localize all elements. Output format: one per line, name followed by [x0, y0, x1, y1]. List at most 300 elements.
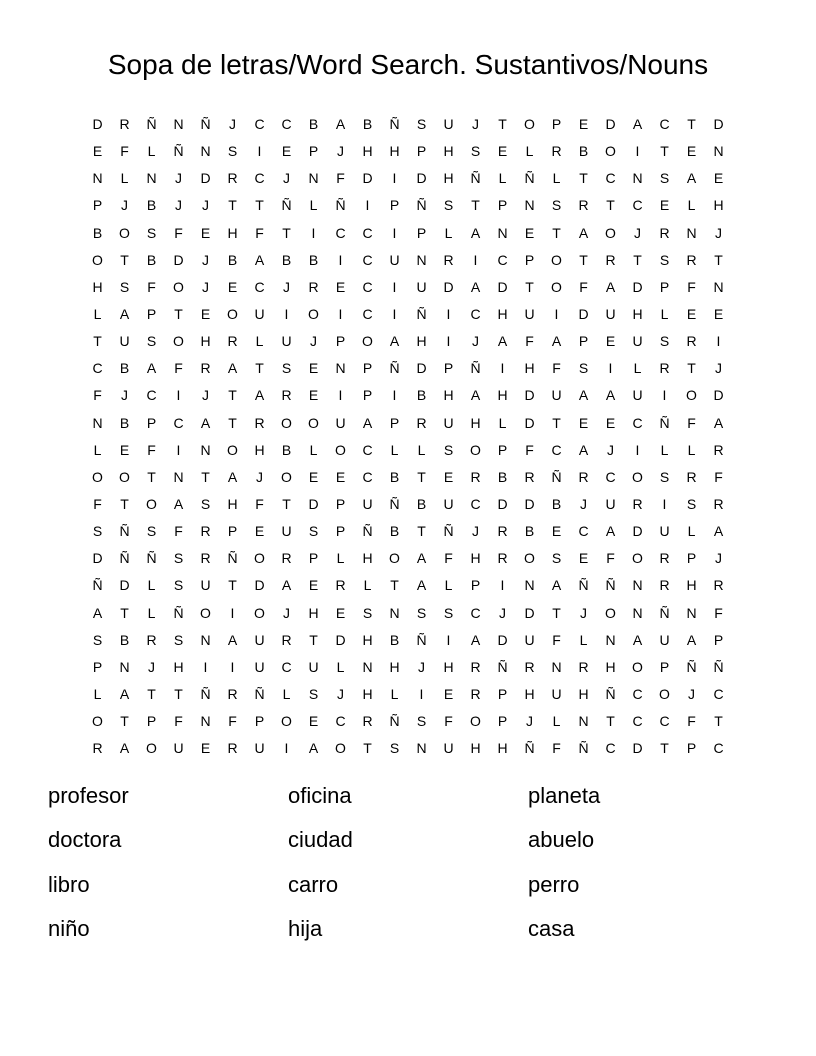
- grid-letter: U: [443, 495, 454, 512]
- grid-letter: Ñ: [659, 414, 670, 431]
- grid-letter: S: [92, 523, 103, 540]
- grid-letter: Ñ: [524, 740, 535, 757]
- grid-letter: C: [605, 170, 616, 187]
- grid-letter: S: [659, 170, 670, 187]
- grid-letter: D: [524, 387, 535, 404]
- grid-letter: C: [470, 604, 481, 621]
- grid-letter: J: [580, 495, 587, 512]
- grid-letter: O: [308, 414, 319, 431]
- grid-letter: D: [497, 278, 508, 295]
- grid-letter: E: [443, 468, 454, 485]
- grid-letter: R: [578, 197, 589, 214]
- grid-letter: S: [173, 550, 184, 567]
- grid-letter: J: [688, 685, 695, 702]
- grid-letter: Ñ: [173, 143, 184, 160]
- grid-letter: D: [578, 305, 589, 322]
- grid-letter: P: [443, 360, 454, 377]
- grid-letter: T: [579, 170, 588, 187]
- grid-letter: D: [632, 740, 643, 757]
- grid-letter: H: [254, 441, 265, 458]
- grid-letter: E: [335, 468, 346, 485]
- grid-letter: Ñ: [497, 658, 508, 675]
- grid-letter: J: [472, 523, 479, 540]
- grid-letter: Ñ: [227, 550, 238, 567]
- grid-letter: D: [632, 523, 643, 540]
- grid-letter: E: [308, 713, 319, 730]
- grid-letter: H: [362, 631, 373, 648]
- grid-letter: A: [227, 631, 238, 648]
- grid-letter: Ñ: [713, 658, 724, 675]
- grid-letter: T: [660, 740, 669, 757]
- grid-letter: L: [579, 631, 588, 648]
- grid-letter: Ñ: [416, 197, 427, 214]
- grid-letter: T: [228, 414, 237, 431]
- grid-letter: T: [228, 387, 237, 404]
- grid-letter: J: [499, 604, 506, 621]
- grid-letter: Ñ: [254, 685, 265, 702]
- grid-letter: E: [686, 143, 697, 160]
- grid-letter: F: [687, 278, 696, 295]
- grid-letter: R: [524, 658, 535, 675]
- grid-letter: T: [147, 468, 156, 485]
- grid-letter: A: [254, 387, 265, 404]
- grid-letter: S: [443, 441, 454, 458]
- grid-letter: F: [687, 414, 696, 431]
- grid-letter: L: [444, 577, 453, 594]
- grid-letter: I: [473, 251, 478, 268]
- grid-letter: R: [605, 251, 616, 268]
- grid-letter: D: [443, 278, 454, 295]
- grid-letter: O: [659, 685, 670, 702]
- grid-letter: D: [416, 170, 427, 187]
- grid-letter: A: [470, 278, 481, 295]
- grid-letter: E: [119, 441, 130, 458]
- grid-letter: I: [419, 685, 424, 702]
- grid-letter: S: [146, 224, 157, 241]
- grid-letter: S: [686, 495, 697, 512]
- grid-letter: P: [335, 495, 346, 512]
- grid-letter: H: [632, 305, 643, 322]
- grid-letter: T: [417, 468, 426, 485]
- grid-letter: T: [552, 224, 561, 241]
- grid-letter: E: [713, 305, 724, 322]
- grid-letter: P: [146, 713, 157, 730]
- grid-letter: U: [632, 387, 643, 404]
- grid-letter: U: [173, 740, 184, 757]
- grid-letter: B: [119, 360, 130, 377]
- grid-letter: A: [335, 116, 346, 132]
- grid-letter: P: [497, 197, 508, 214]
- grid-letter: P: [335, 333, 346, 350]
- grid-letter: C: [362, 305, 373, 322]
- grid-letter: S: [416, 116, 427, 132]
- grid-letter: A: [389, 333, 400, 350]
- grid-letter: A: [227, 468, 238, 485]
- grid-letter: L: [417, 441, 426, 458]
- grid-letter: L: [633, 360, 642, 377]
- grid-letter: R: [659, 224, 670, 241]
- grid-letter: E: [227, 278, 238, 295]
- grid-letter: O: [254, 550, 265, 567]
- grid-letter: J: [337, 685, 344, 702]
- grid-letter: L: [282, 685, 291, 702]
- grid-letter: U: [524, 631, 535, 648]
- grid-letter: D: [92, 550, 103, 567]
- grid-letter: E: [578, 414, 589, 431]
- grid-letter: C: [659, 116, 670, 132]
- grid-letter: F: [444, 713, 453, 730]
- word-list-item: libro: [48, 871, 90, 897]
- grid-letter: E: [497, 143, 508, 160]
- grid-letter: H: [308, 604, 319, 621]
- grid-letter: F: [552, 631, 561, 648]
- grid-letter: S: [551, 550, 562, 567]
- grid-letter: A: [308, 740, 319, 757]
- grid-letter: N: [524, 577, 535, 594]
- grid-letter: Ñ: [443, 523, 454, 540]
- grid-letter: T: [147, 685, 156, 702]
- grid-letter: B: [146, 251, 157, 268]
- grid-letter: P: [416, 143, 427, 160]
- grid-letter: P: [308, 143, 319, 160]
- grid-letter: J: [202, 197, 209, 214]
- grid-letter: T: [255, 197, 264, 214]
- grid-letter: N: [173, 468, 184, 485]
- grid-letter: L: [309, 441, 318, 458]
- grid-letter: T: [552, 604, 561, 621]
- grid-letter: R: [227, 170, 238, 187]
- grid-letter: L: [93, 441, 102, 458]
- grid-letter: I: [365, 197, 370, 214]
- grid-letter: R: [659, 577, 670, 594]
- grid-letter: T: [714, 251, 723, 268]
- grid-letter: J: [472, 333, 479, 350]
- grid-letter: H: [443, 658, 454, 675]
- grid-letter: J: [229, 116, 236, 132]
- grid-letter: J: [283, 170, 290, 187]
- grid-letter: S: [659, 333, 670, 350]
- grid-letter: D: [713, 116, 724, 132]
- grid-letter: H: [497, 305, 508, 322]
- grid-letter: Ñ: [551, 468, 562, 485]
- grid-letter: J: [715, 224, 722, 241]
- word-list-item: perro: [528, 871, 580, 897]
- grid-letter: J: [148, 658, 155, 675]
- word-list-item: ciudad: [288, 827, 353, 853]
- grid-letter: Ñ: [200, 685, 211, 702]
- grid-letter: O: [524, 116, 535, 132]
- word-list-item: doctora: [48, 827, 122, 853]
- grid-letter: F: [93, 387, 102, 404]
- grid-letter: N: [632, 170, 643, 187]
- grid-letter: L: [336, 550, 345, 567]
- grid-letter: S: [362, 604, 373, 621]
- grid-letter: F: [147, 278, 156, 295]
- grid-letter: O: [227, 305, 238, 322]
- grid-letter: E: [686, 305, 697, 322]
- grid-letter: R: [281, 550, 292, 567]
- grid-letter: O: [308, 305, 319, 322]
- grid-letter: F: [228, 713, 237, 730]
- grid-letter: O: [92, 468, 103, 485]
- grid-letter: I: [338, 387, 343, 404]
- grid-letter: P: [686, 740, 697, 757]
- grid-letter: B: [308, 251, 319, 268]
- grid-letter: R: [470, 468, 481, 485]
- grid-letter: D: [416, 360, 427, 377]
- grid-letter: A: [713, 523, 724, 540]
- grid-letter: A: [605, 523, 616, 540]
- grid-letter: L: [687, 197, 696, 214]
- grid-letter: C: [632, 197, 643, 214]
- grid-letter: N: [497, 224, 508, 241]
- grid-letter: O: [686, 387, 697, 404]
- grid-letter: T: [201, 468, 210, 485]
- grid-letter: P: [659, 658, 670, 675]
- grid-letter: H: [362, 685, 373, 702]
- grid-letter: O: [146, 740, 157, 757]
- grid-letter: P: [659, 278, 670, 295]
- grid-letter: Ñ: [389, 360, 400, 377]
- grid-letter: D: [119, 577, 130, 594]
- grid-letter: J: [283, 604, 290, 621]
- grid-letter: O: [92, 713, 103, 730]
- grid-letter: C: [659, 713, 670, 730]
- grid-letter: O: [605, 604, 616, 621]
- grid-letter: L: [660, 441, 669, 458]
- grid-letter: N: [713, 278, 724, 295]
- grid-letter: Ñ: [605, 685, 616, 702]
- grid-letter: F: [174, 224, 183, 241]
- grid-letter: L: [390, 441, 399, 458]
- grid-letter: O: [281, 414, 292, 431]
- grid-letter: J: [418, 658, 425, 675]
- grid-letter: U: [254, 631, 265, 648]
- grid-letter: I: [392, 278, 397, 295]
- grid-letter: P: [92, 197, 103, 214]
- grid-letter: T: [606, 197, 615, 214]
- grid-letter: T: [660, 143, 669, 160]
- grid-letter: B: [389, 631, 400, 648]
- grid-letter: E: [335, 278, 346, 295]
- grid-letter: S: [416, 604, 427, 621]
- grid-letter: O: [524, 550, 535, 567]
- grid-letter: R: [524, 468, 535, 485]
- grid-letter: S: [92, 631, 103, 648]
- grid-letter: P: [416, 224, 427, 241]
- grid-letter: O: [632, 658, 643, 675]
- grid-letter: P: [389, 197, 400, 214]
- grid-letter: Ñ: [416, 305, 427, 322]
- grid-letter: T: [687, 360, 696, 377]
- grid-letter: T: [282, 224, 291, 241]
- grid-letter: H: [443, 170, 454, 187]
- grid-letter: J: [121, 387, 128, 404]
- grid-letter: J: [202, 278, 209, 295]
- grid-letter: A: [254, 251, 265, 268]
- grid-letter: T: [687, 116, 696, 132]
- grid-letter: F: [714, 604, 723, 621]
- grid-letter: F: [525, 333, 534, 350]
- grid-letter: L: [93, 685, 102, 702]
- grid-letter: A: [119, 305, 130, 322]
- grid-letter: H: [470, 740, 481, 757]
- grid-letter: O: [281, 468, 292, 485]
- grid-letter: C: [713, 685, 724, 702]
- grid-letter: S: [389, 740, 400, 757]
- grid-letter: C: [470, 305, 481, 322]
- grid-letter: T: [552, 414, 561, 431]
- grid-letter: I: [446, 333, 451, 350]
- grid-letter: P: [92, 658, 103, 675]
- grid-letter: A: [497, 333, 508, 350]
- grid-letter: J: [715, 360, 722, 377]
- grid-letter: I: [554, 305, 559, 322]
- grid-letter: L: [147, 143, 156, 160]
- grid-letter: N: [362, 658, 373, 675]
- grid-letter: P: [713, 631, 724, 648]
- grid-letter: Ñ: [92, 577, 103, 594]
- grid-letter: I: [230, 604, 235, 621]
- grid-letter: A: [92, 604, 103, 621]
- grid-letter: D: [524, 604, 535, 621]
- grid-letter: S: [281, 360, 292, 377]
- word-list-item: niño: [48, 915, 90, 941]
- grid-letter: R: [713, 441, 724, 458]
- grid-letter: E: [713, 170, 724, 187]
- grid-letter: F: [255, 495, 264, 512]
- grid-letter: H: [443, 143, 454, 160]
- grid-letter: R: [281, 631, 292, 648]
- grid-letter: B: [416, 495, 427, 512]
- grid-letter: P: [497, 441, 508, 458]
- grid-letter: F: [552, 360, 561, 377]
- grid-letter: F: [255, 224, 264, 241]
- grid-letter: T: [714, 713, 723, 730]
- grid-letter: T: [363, 740, 372, 757]
- grid-letter: B: [119, 631, 130, 648]
- grid-letter: O: [389, 550, 400, 567]
- grid-letter: U: [416, 278, 427, 295]
- grid-letter: H: [92, 278, 103, 295]
- grid-letter: E: [281, 143, 292, 160]
- grid-letter: E: [200, 305, 211, 322]
- grid-letter: Ñ: [146, 116, 157, 132]
- grid-letter: A: [227, 360, 238, 377]
- grid-letter: A: [362, 414, 373, 431]
- grid-letter: C: [254, 170, 265, 187]
- grid-letter: R: [497, 523, 508, 540]
- grid-letter: Ñ: [362, 523, 373, 540]
- grid-letter: E: [578, 550, 589, 567]
- grid-letter: I: [446, 305, 451, 322]
- grid-letter: T: [606, 713, 615, 730]
- grid-letter: R: [578, 658, 589, 675]
- grid-letter: L: [147, 604, 156, 621]
- grid-letter: S: [173, 577, 184, 594]
- grid-letter: H: [470, 550, 481, 567]
- grid-letter: C: [632, 685, 643, 702]
- grid-letter: R: [551, 143, 562, 160]
- grid-letter: T: [525, 278, 534, 295]
- grid-letter: C: [281, 116, 292, 132]
- grid-letter: B: [578, 143, 589, 160]
- grid-letter: H: [227, 224, 238, 241]
- grid-letter: L: [363, 577, 372, 594]
- grid-letter: U: [551, 685, 562, 702]
- grid-letter: B: [146, 197, 157, 214]
- grid-letter: H: [443, 387, 454, 404]
- grid-letter: S: [443, 197, 454, 214]
- grid-letter: A: [470, 631, 481, 648]
- grid-letter: T: [120, 251, 129, 268]
- grid-letter: C: [362, 278, 373, 295]
- grid-letter: C: [605, 740, 616, 757]
- word-list: [48, 778, 728, 955]
- grid-letter: Ñ: [470, 360, 481, 377]
- grid-letter: A: [281, 577, 292, 594]
- grid-letter: Ñ: [281, 197, 292, 214]
- grid-letter: A: [578, 224, 589, 241]
- grid-letter: U: [254, 740, 265, 757]
- word-list-item: oficina: [288, 783, 352, 808]
- grid-letter: P: [470, 577, 481, 594]
- grid-letter: B: [281, 441, 292, 458]
- grid-letter: O: [254, 604, 265, 621]
- grid-letter: R: [497, 550, 508, 567]
- grid-letter: L: [309, 197, 318, 214]
- grid-letter: A: [173, 495, 184, 512]
- grid-letter: D: [92, 116, 103, 132]
- grid-letter: E: [578, 116, 589, 132]
- grid-letter: F: [147, 441, 156, 458]
- grid-letter: C: [578, 523, 589, 540]
- grid-letter: H: [362, 143, 373, 160]
- grid-letter: T: [282, 495, 291, 512]
- grid-letter: E: [308, 360, 319, 377]
- grid-letter: L: [498, 170, 507, 187]
- grid-letter: H: [200, 333, 211, 350]
- grid-letter: L: [336, 658, 345, 675]
- grid-letter: I: [662, 495, 667, 512]
- grid-letter: A: [416, 577, 427, 594]
- grid-letter: N: [200, 631, 211, 648]
- word-list-item: planeta: [528, 783, 601, 808]
- grid-letter: D: [524, 414, 535, 431]
- grid-letter: O: [551, 251, 562, 268]
- grid-letter: R: [308, 278, 319, 295]
- grid-letter: P: [362, 387, 373, 404]
- grid-letter: T: [255, 360, 264, 377]
- grid-letter: S: [416, 713, 427, 730]
- grid-letter: S: [227, 143, 238, 160]
- grid-letter: Ñ: [389, 495, 400, 512]
- grid-letter: H: [470, 414, 481, 431]
- page-title: Sopa de letras/Word Search. Sustantivos/Nouns: [107, 49, 709, 80]
- grid-letter: S: [551, 197, 562, 214]
- grid-letter: C: [146, 387, 157, 404]
- grid-letter: U: [281, 523, 292, 540]
- grid-letter: U: [200, 577, 211, 594]
- grid-letter: R: [92, 740, 103, 757]
- word-list-item: carro: [288, 871, 339, 897]
- grid-letter: T: [174, 305, 183, 322]
- grid-letter: A: [551, 577, 562, 594]
- grid-letter: L: [120, 170, 129, 187]
- grid-letter: L: [93, 305, 102, 322]
- grid-letter: J: [175, 170, 182, 187]
- grid-letter: C: [335, 224, 346, 241]
